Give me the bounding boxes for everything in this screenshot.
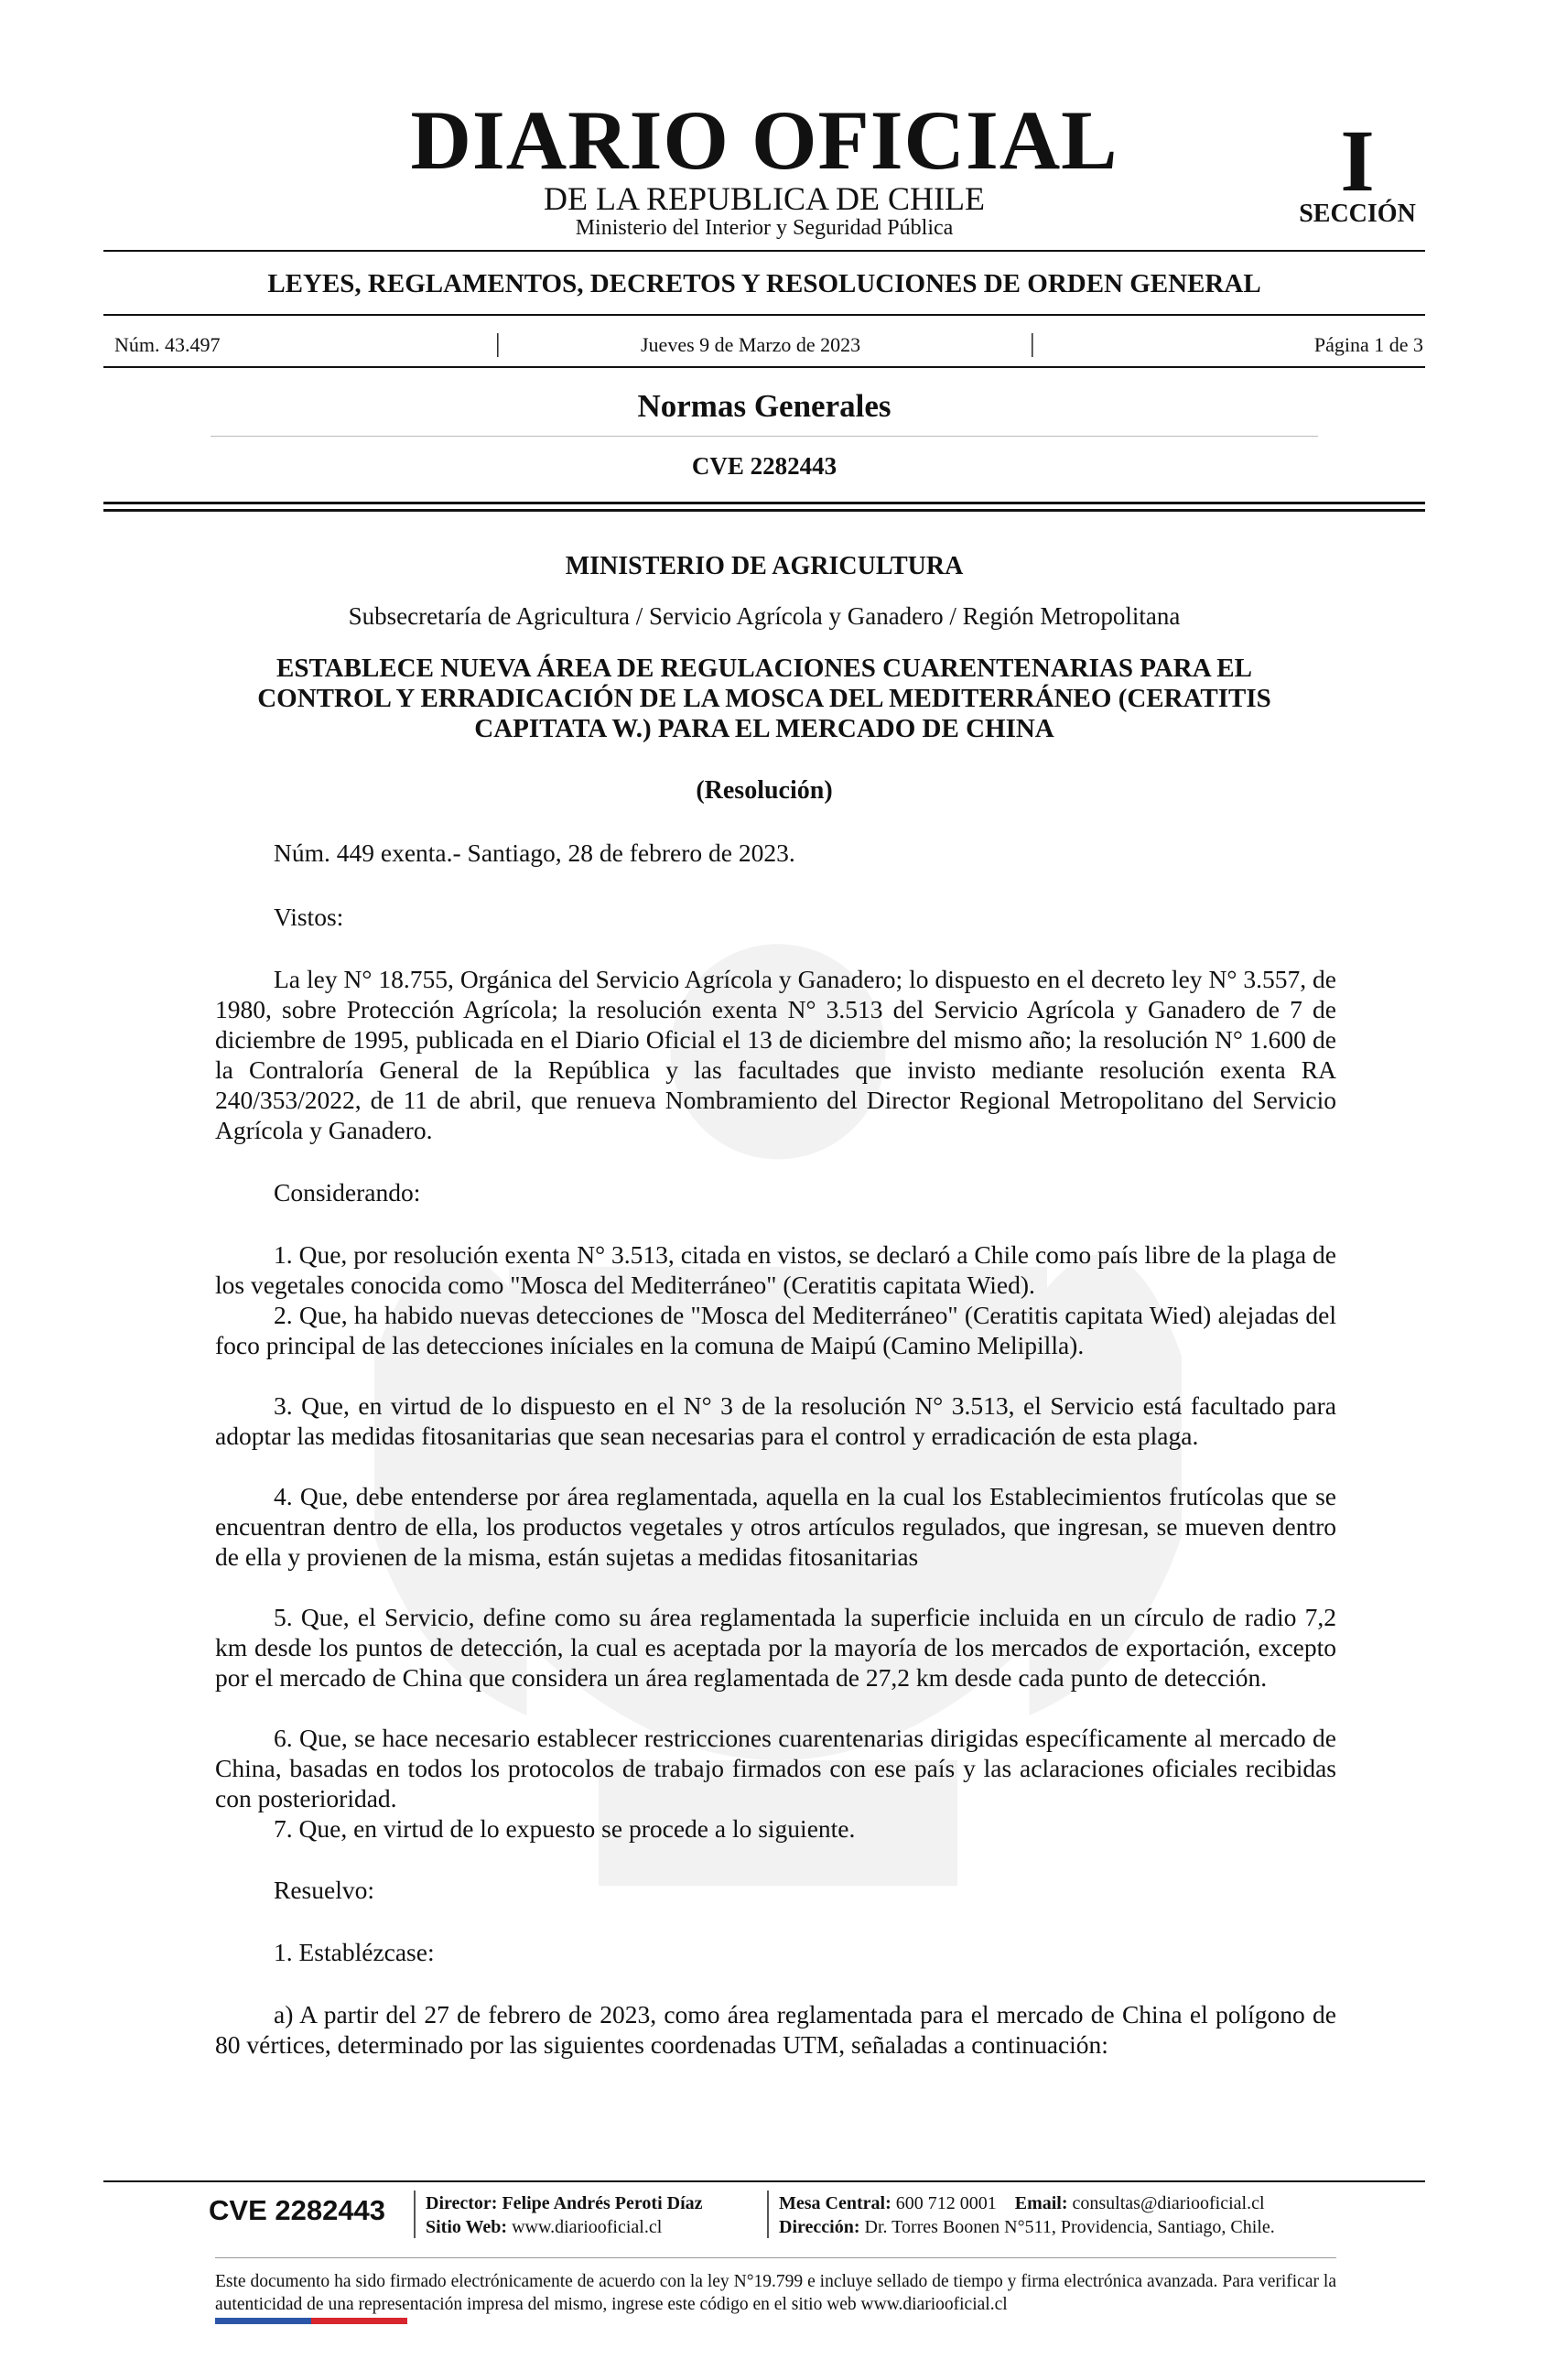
newspaper-title: DIARIO OFICIAL xyxy=(410,93,1118,187)
issue-separator: | xyxy=(1030,330,1035,358)
considerando-label: Considerando: xyxy=(274,1178,421,1206)
issue-rule xyxy=(103,366,1425,368)
document-subsecretaria: Subsecretaría de Agricultura / Servicio Agrícola y Ganadero / Región Metropolitana xyxy=(348,602,1181,630)
issue-number: Núm. 43.497 xyxy=(114,333,221,356)
section-number: I xyxy=(1340,112,1375,210)
considerando-item: 4. Que, debe entenderse por área reglamentada, aquella en la cual los Establecimientos frutícolas que se encuentran dentro de ella, los productos vegetales y otros artículos regulados, que ingresan, se mueven dentro de ella y provienen de la misma, están sujetas a medidas fitosanitarias xyxy=(215,1482,1336,1571)
newspaper-subtitle: DE LA REPUBLICA DE CHILE xyxy=(544,180,985,217)
issue-page: Página 1 de 3 xyxy=(1313,333,1423,356)
footer-email[interactable]: consultas@diariooficial.cl xyxy=(1072,2193,1265,2213)
footer-email-label: Email: xyxy=(1014,2193,1068,2213)
footer-disclaimer: Este documento ha sido firmado electrónicamente de acuerdo con la ley N°19.799 e incluye sellado de tiempo y firma electrónica avanzada. Para verificar la autenticidad de una representación impresa del mismo, ingrese este código en el sitio web www.diariooficial.cl xyxy=(215,2272,1336,2314)
cve-double-rule-bottom xyxy=(103,509,1425,512)
banner-rule xyxy=(103,314,1425,316)
footer-rule-lower xyxy=(215,2257,1336,2258)
footer-mesa: 600 712 0001 xyxy=(895,2193,997,2213)
section-banner: LEYES, REGLAMENTOS, DECRETOS Y RESOLUCIONES DE ORDEN GENERAL xyxy=(267,269,1261,298)
section-label: SECCIÓN xyxy=(1299,200,1416,228)
footer-direccion-label: Dirección: xyxy=(779,2217,860,2237)
footer-director-label: Director: xyxy=(426,2193,498,2213)
considerando-item: 7. Que, en virtud de lo expuesto se procede a lo siguiente. xyxy=(274,1814,856,1843)
resuelvo-item: 1. Establézcase: xyxy=(274,1938,435,1966)
footer-divider xyxy=(414,2191,416,2238)
issue-separator: | xyxy=(495,330,501,358)
cve-code: CVE 2282443 xyxy=(691,452,837,480)
footer-cve-code: CVE 2282443 xyxy=(209,2194,386,2226)
footer-director: Felipe Andrés Peroti Díaz xyxy=(502,2193,703,2213)
flag-color-blue xyxy=(215,2318,311,2324)
footer-direccion: Dr. Torres Boonen N°511, Providencia, Santiago, Chile. xyxy=(864,2217,1275,2237)
flag-color-bar xyxy=(215,2318,407,2324)
considerando-item: 5. Que, el Servicio, define como su área reglamentada la superficie incluida en un círculo de radio 7,2 km desde los puntos de detección, la cual es aceptada por la mayoría de los mercados de exportación, excepto por el mercado de China que considera un área reglamentada de 27,2 km desde cada punto de detección. xyxy=(215,1603,1336,1692)
document-title: ESTABLECE NUEVA ÁREA DE REGULACIONES CUARENTENARIAS PARA EL CONTROL Y ERRADICACIÓN DE LA MOSCA DEL MEDITERRÁNEO (CERATITIS CAPITATA W.) PARA EL MERCADO DE CHINA xyxy=(257,654,1271,743)
considerando-item: 1. Que, por resolución exenta N° 3.513, citada en vistos, se declaró a Chile como país libre de la plaga de los vegetales conocida como "Mosca del Mediterráneo" (Ceratitis capitata Wied). xyxy=(215,1240,1336,1299)
footer-web[interactable]: www.diariooficial.cl xyxy=(512,2217,663,2237)
footer-contact-block xyxy=(779,2191,1346,2239)
footer-rule xyxy=(103,2180,1425,2182)
flag-color-red xyxy=(311,2318,407,2324)
issue-date: Jueves 9 de Marzo de 2023 xyxy=(641,333,861,356)
footer-director-block xyxy=(426,2191,764,2239)
considerando-item: 6. Que, se hace necesario establecer restricciones cuarentenarias dirigidas específicamente al mercado de China, basadas en todos los protocolos de trabajo firmados con ese país y las aclaraciones oficiales recibidas con posterioridad. xyxy=(215,1724,1336,1812)
vistos-text: La ley N° 18.755, Orgánica del Servicio Agrícola y Ganadero; lo dispuesto en el decreto ley N° 3.557, de 1980, sobre Protección Agrícola; la resolución exenta N° 3.513 del Servicio Agrícola y Ganadero de 7 de diciembre de 1995, publicada en el Diario Oficial el 13 de diciembre del mismo año; la resolución N° 1.600 de la Contraloría General de la República y las facultades que invisto mediante resolución exenta RA 240/353/2022, de 11 de abril, que renueva Nombramiento del Director Regional Metropolitano del Servicio Agrícola y Ganadero. xyxy=(215,965,1336,1144)
newspaper-ministry: Ministerio del Interior y Seguridad Pública xyxy=(575,216,954,240)
footer-divider xyxy=(767,2191,769,2238)
document-type: (Resolución) xyxy=(696,776,833,805)
document-ministry: MINISTERIO DE AGRICULTURA xyxy=(565,552,964,580)
vistos-label: Vistos: xyxy=(274,903,344,931)
resuelvo-label: Resuelvo: xyxy=(274,1876,374,1904)
considerando-item: 3. Que, en virtud de lo dispuesto en el N° 3 de la resolución N° 3.513, el Servicio está facultado para adoptar las medidas fitosanitarias que sean necesarias para el control y erradicación de esta plaga. xyxy=(215,1391,1336,1450)
resolution-number: Núm. 449 exenta.- Santiago, 28 de febrero de 2023. xyxy=(274,838,795,867)
masthead-rule xyxy=(103,250,1425,252)
heading-divider xyxy=(211,436,1318,437)
footer-mesa-label: Mesa Central: xyxy=(779,2193,891,2213)
considerando-item: 2. Que, ha habido nuevas detecciones de "Mosca del Mediterráneo" (Ceratitis capitata Wied) alejadas del foco principal de las detecciones iníciales en la comuna de Maipú (Camino Melipilla). xyxy=(215,1301,1336,1359)
issue-info-row xyxy=(114,330,1423,361)
resuelvo-subitem: a) A partir del 27 de febrero de 2023, como área reglamentada para el mercado de China el polígono de 80 vértices, determinado por las siguientes coordenadas UTM, señaladas a continuación: xyxy=(215,2000,1336,2059)
section-heading: Normas Generales xyxy=(637,388,891,424)
footer-web-label: Sitio Web: xyxy=(426,2217,508,2237)
cve-double-rule-top xyxy=(103,502,1425,504)
